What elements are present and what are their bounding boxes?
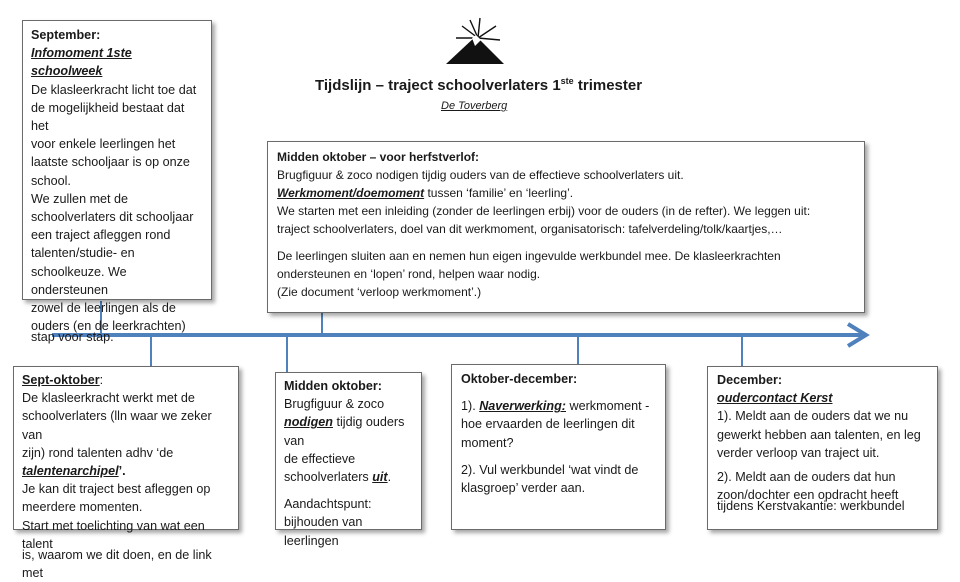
text-line: bijhouden van leerlingen: [284, 515, 363, 548]
text-line: voor enkele leerlingen het: [31, 137, 176, 152]
text-line: talentenarchipel’.: [22, 464, 126, 479]
text-line: We starten met een inleiding (zonder de leerlingen erbij) voor de ouders (in de refter). We leggen uit:: [277, 204, 811, 218]
text-line: klasgroep’ verder aan.: [461, 481, 586, 496]
text-line: Start met toelichting van wat een talent: [22, 518, 205, 551]
text-line: is, waarom we dit doen, en de link met: [22, 548, 212, 581]
text-line: zowel de leerlingen als de: [31, 301, 176, 316]
page-title: Tijdslijn – traject schoolverlaters 1ste trimester: [315, 76, 643, 94]
text-line: schoolverlaters (lln waar we zeker van: [22, 409, 212, 442]
text-line: 1). Naverwerking: werkmoment -: [461, 399, 650, 414]
nodigen-label: nodigen: [284, 415, 333, 430]
text-line: Brugfiguur & zoco nodigen tijdig ouders van de effectieve schoolverlaters uit.: [277, 168, 684, 182]
text-line: school.: [31, 173, 71, 188]
naverwerking-label: Naverwerking:: [479, 399, 566, 414]
box-subheading: Infomoment 1ste schoolweek: [31, 46, 132, 79]
text-line: een traject afleggen rond: [31, 228, 171, 243]
text-line: Werkmoment/doemoment tussen ‘familie’ en ‘leerling’.: [277, 186, 574, 200]
text-line: Brugfiguur & zoco: [284, 397, 385, 412]
werkmoment-label: Werkmoment/doemoment: [277, 186, 425, 200]
text-line: De klasleerkracht licht toe dat: [31, 82, 197, 97]
text-line: Je kan dit traject best afleggen op: [22, 482, 211, 497]
box-heading: December:: [717, 373, 783, 387]
text-line: moment?: [461, 435, 514, 450]
text-line: schoolverlaters uit.: [284, 470, 392, 485]
text-line: gewerkt hebben aan talenten, en leg: [717, 427, 921, 442]
text-line: schoolkeuze. We ondersteunen: [31, 264, 127, 297]
sept-oktober-box: [13, 366, 239, 581]
talentenarchipel-label: talentenarchipel: [22, 464, 119, 479]
text-line: ondersteunen en ‘lopen’ rond, helpen waar nodig.: [277, 267, 541, 281]
text-line: stap voor stap.: [31, 330, 114, 345]
box-heading: Midden oktober:: [284, 379, 382, 393]
oktober-december-box: [451, 364, 666, 530]
text-line: 1). Meldt aan de ouders dat we nu: [717, 409, 909, 424]
text-line: zoon/dochter een opdracht heeft: [717, 488, 899, 503]
text-line: 2). Meldt aan de ouders dat hun: [717, 470, 896, 485]
september-box: [22, 20, 212, 345]
text-line: de mogelijkheid bestaat dat het: [31, 100, 185, 134]
text-line: De leerlingen sluiten aan en nemen hun eigen ingevulde werkbundel mee. De klasleerkrachten: [277, 249, 781, 263]
connector: [741, 335, 743, 367]
box-heading: Oktober-december:: [461, 372, 578, 386]
text-line: Aandachtspunt:: [284, 497, 372, 512]
text-line: (Zie document ‘verloop werkmoment’.): [277, 285, 482, 299]
uit-label: uit: [372, 470, 388, 485]
text-line: zijn) rond talenten adhv ‘de: [22, 445, 174, 460]
text-line: tijdens Kerstvakantie: werkbundel: [717, 499, 905, 514]
midden-oktober-herfst-box: [267, 141, 865, 313]
text-line: ouders (en de leerkrachten): [31, 319, 186, 334]
text-line: hoe ervaarden de leerlingen dit: [461, 417, 635, 432]
box-heading: Sept-oktober:: [22, 373, 104, 387]
page-subtitle: De Toverberg: [441, 100, 508, 112]
text-line: talenten/studie- en: [31, 246, 135, 261]
connector: [577, 335, 579, 365]
text-line: traject schoolverlaters, doel van dit werkmoment, organisatorisch: tafelverdeling/tolk/kaartjes,…: [277, 222, 783, 236]
text-line: de effectieve: [284, 451, 356, 466]
text-line: nodigen tijdig ouders van: [284, 415, 405, 448]
connector: [286, 335, 288, 373]
text-line: We zullen met de: [31, 191, 129, 206]
box-heading: Midden oktober – voor herfstverlof:: [277, 150, 480, 164]
text-line: meerdere momenten.: [22, 500, 143, 515]
midden-oktober-box: [275, 372, 422, 548]
box-heading: September:: [31, 28, 101, 42]
text-line: verder verloop van traject uit.: [717, 445, 880, 460]
text-line: De klasleerkracht werkt met de: [22, 391, 195, 406]
text-line: laatste schooljaar is op onze: [31, 155, 190, 170]
december-box: [707, 366, 938, 530]
text-line: schoolverlaters dit schooljaar: [31, 210, 194, 225]
box-subheading: oudercontact Kerst: [717, 391, 833, 406]
connector: [321, 313, 323, 335]
text-line: 2). Vul werkbundel ‘wat vindt de: [461, 462, 639, 477]
